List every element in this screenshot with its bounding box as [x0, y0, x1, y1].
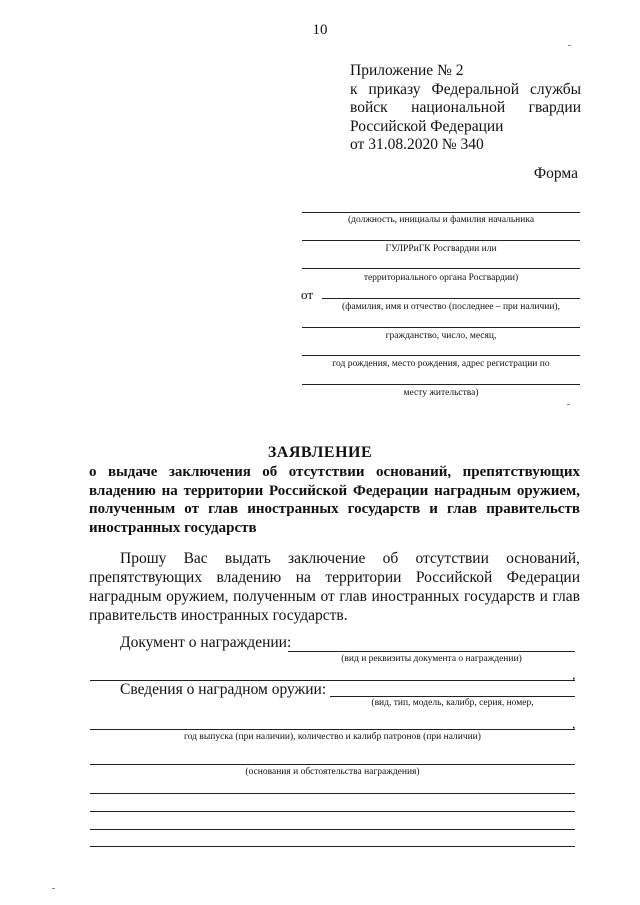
grounds-field-line-2[interactable] [90, 793, 575, 794]
subtitle-word: глав [208, 501, 239, 517]
header-caption-3: территориального органа Росгвардии) [363, 273, 519, 283]
paragraph-line-2 [89, 568, 580, 587]
award-document-label: Документ о награждении: [120, 634, 292, 651]
page-number: 10 [312, 22, 328, 38]
header-blank-line-4[interactable] [322, 298, 580, 299]
header-caption-7: месту жительства) [403, 388, 479, 398]
subtitle-word: об [262, 464, 278, 480]
paragraph-word: глав [339, 588, 367, 605]
paragraph-word: от [320, 588, 335, 605]
scan-speck [568, 45, 571, 46]
award-document-field-line-1[interactable] [288, 651, 575, 652]
paragraph-word: иностранных [371, 588, 460, 605]
weapon-info-label: Сведения о наградном оружии: [120, 681, 327, 698]
annex-word: войск [350, 99, 388, 116]
weapon-info-caption-1: (вид, тип, модель, калибр, серия, номер, [371, 698, 534, 708]
paragraph-line-3 [89, 587, 580, 606]
request-paragraph [89, 549, 580, 625]
subtitle-word: правительств [486, 501, 580, 517]
grounds-field-line-3[interactable] [90, 811, 575, 812]
annex-block [350, 62, 581, 155]
header-blank-line-7[interactable] [302, 384, 580, 385]
paragraph-word: отсутствии [415, 550, 489, 567]
header-blank-line-6[interactable] [302, 355, 580, 356]
header-caption-6: год рождения, место рождения, адрес регистрации по [332, 359, 550, 369]
form-label: Форма [533, 165, 578, 182]
paragraph-word: Вас [183, 550, 208, 567]
weapon-info-end-mark: , [572, 717, 576, 732]
header-blank-line-5[interactable] [302, 327, 580, 328]
subtitle-line-3 [89, 500, 580, 519]
subtitle-word: Федерации [352, 482, 429, 499]
header-blank-line-1[interactable] [302, 212, 580, 213]
annex-line-2-text: к приказу Федеральной службы [350, 80, 581, 98]
document-title: ЗАЯВЛЕНИЕ [267, 444, 373, 461]
paragraph-word: и [539, 588, 548, 605]
award-document-end-mark: , [572, 668, 576, 683]
subtitle-word: Российской [269, 482, 348, 499]
subtitle-line-2 [89, 482, 580, 501]
paragraph-word: оснований, [506, 550, 580, 567]
subtitle-word: о [89, 464, 97, 480]
annex-line-2 [350, 81, 581, 100]
paragraph-word: полученным [233, 588, 316, 605]
annex-line-3 [350, 99, 581, 118]
annex-line-1: Приложение № 2 [350, 62, 464, 79]
header-caption-2: ГУЛРРиГК Росгвардии или [385, 244, 497, 254]
paragraph-word: заключение [288, 550, 366, 567]
subtitle-word: оружием, [516, 482, 580, 499]
grounds-field-line-4[interactable] [90, 829, 575, 830]
weapon-info-caption-2: год выпуска (при наличии), количество и калибр патронов (при наличии) [184, 732, 481, 742]
paragraph-word: Федерации [506, 569, 580, 586]
weapon-info-field-line-2[interactable] [90, 729, 575, 730]
header-blank-line-2[interactable] [302, 240, 580, 241]
annex-word: национальной [411, 99, 506, 116]
subtitle-word: и [429, 501, 438, 517]
paragraph-word: препятствующих [89, 569, 203, 586]
paragraph-word: территории [325, 569, 402, 586]
paragraph-line-1 [89, 549, 580, 568]
scan-speck [567, 404, 570, 405]
subtitle-word: иностранных [247, 501, 339, 517]
subtitle-word: владению [89, 482, 156, 499]
subtitle-word: отсутствии [288, 464, 365, 480]
subtitle-line-1 [89, 463, 580, 482]
paragraph-word: об [382, 550, 399, 567]
weapon-info-field-line-1[interactable] [330, 696, 575, 697]
from-label: от [301, 287, 314, 302]
subtitle-word: от [184, 501, 199, 517]
paragraph-word: глав [552, 588, 580, 605]
header-blank-line-3[interactable] [302, 268, 580, 269]
grounds-field-line-1[interactable] [90, 764, 575, 765]
subtitle-word: оснований, [375, 464, 452, 480]
annex-word: гвардии [528, 99, 581, 116]
document-subtitle [89, 463, 580, 537]
paragraph-word: владению [216, 569, 282, 586]
paragraph-word: Российской [415, 569, 493, 586]
subtitle-word: полученным [89, 501, 176, 517]
subtitle-line-4: иностранных государств [89, 519, 257, 536]
paragraph-word: оружием, [166, 588, 229, 605]
subtitle-word: глав [447, 501, 478, 517]
grounds-field-line-5[interactable] [90, 846, 575, 847]
header-caption-4: (фамилия, имя и отчество (последнее – при наличии), [342, 302, 560, 312]
paragraph-line-4: правительств иностранных государств. [89, 607, 348, 624]
header-caption-5: гражданство, число, месяц, [385, 331, 497, 341]
subtitle-word: территории [183, 482, 264, 499]
subtitle-word: государств [347, 501, 421, 517]
paragraph-word: на [295, 569, 311, 586]
subtitle-word: препятствующих [462, 464, 580, 480]
award-document-caption: (вид и реквизиты документа о награждении) [341, 654, 522, 664]
annex-line-5: от 31.08.2020 № 340 [350, 136, 484, 153]
paragraph-word: наградным [89, 588, 162, 605]
subtitle-word: заключения [168, 464, 251, 480]
annex-line-4: Российской Федерации [350, 117, 504, 135]
paragraph-word: государств [464, 588, 536, 605]
subtitle-word: на [161, 482, 178, 499]
grounds-caption: (основания и обстоятельства награждения) [245, 767, 420, 777]
paragraph-word: Прошу [120, 550, 167, 567]
paragraph-word: выдать [224, 550, 271, 567]
subtitle-word: выдаче [107, 464, 158, 480]
scan-speck [52, 888, 55, 889]
subtitle-word: наградным [434, 482, 512, 499]
header-caption-1: (должность, инициалы и фамилия начальника [347, 215, 535, 225]
